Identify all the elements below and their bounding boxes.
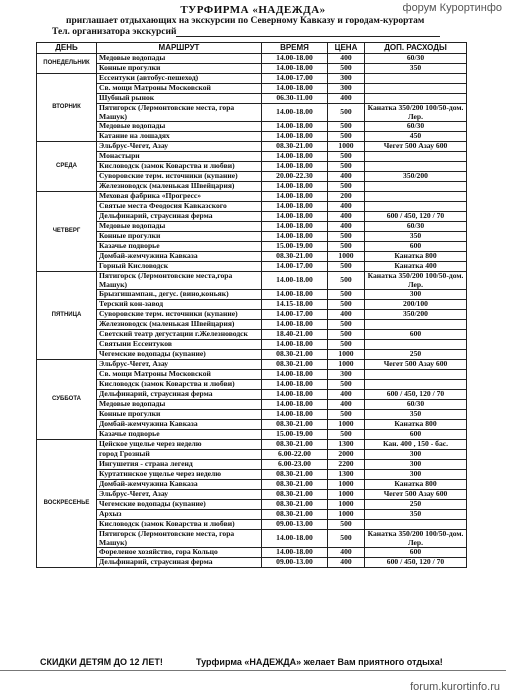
route-cell: Суворовские терм. источники (купание) [97, 310, 262, 320]
price-cell: 400 [328, 222, 365, 232]
time-cell: 08.30-21.00 [262, 470, 328, 480]
price-cell: 500 [328, 330, 365, 340]
time-cell: 08.30-21.00 [262, 510, 328, 520]
price-cell: 1000 [328, 350, 365, 360]
extra-cost-cell: 450 [365, 132, 467, 142]
route-cell: Дельфинарий, страусиная ферма [97, 390, 262, 400]
table-row [37, 520, 467, 530]
table-row [37, 104, 467, 122]
price-cell: 500 [328, 272, 365, 290]
route-cell: Кисловодск (замок Коварства и любви) [97, 380, 262, 390]
header-time: ВРЕМЯ [262, 43, 328, 54]
extra-cost-cell [365, 340, 467, 350]
price-cell: 1000 [328, 142, 365, 152]
time-cell: 14.00-18.00 [262, 410, 328, 420]
watermark-bottom: forum.kurortinfo.ru [410, 681, 500, 693]
time-cell: 14.00-18.00 [262, 290, 328, 300]
route-cell: Казачье подворье [97, 430, 262, 440]
price-cell: 500 [328, 380, 365, 390]
extra-cost-cell [365, 152, 467, 162]
time-cell: 6.00-22.00 [262, 450, 328, 460]
route-cell: Дельфинарий, страусиная ферма [97, 558, 262, 568]
time-cell: 06.30-11.00 [262, 94, 328, 104]
route-cell: Железноводск (маленькая Швейцария) [97, 182, 262, 192]
extra-cost-cell [365, 320, 467, 330]
day-cell: ВОСКРЕСЕНЬЕ [37, 440, 97, 568]
route-cell: Конные прогулки [97, 232, 262, 242]
price-cell: 500 [328, 122, 365, 132]
table-header-row [37, 43, 467, 54]
time-cell: 08.30-21.00 [262, 490, 328, 500]
route-cell: Святые места Феодосия Кавказского [97, 202, 262, 212]
extra-cost-cell: 200/100 [365, 300, 467, 310]
extra-cost-cell [365, 162, 467, 172]
header-extra: ДОП. РАСХОДЫ [365, 43, 467, 54]
route-cell: Горный Кисловодск [97, 262, 262, 272]
time-cell: 08.30-21.00 [262, 252, 328, 262]
time-cell: 08.30-21.00 [262, 440, 328, 450]
table-row [37, 548, 467, 558]
table-row [37, 272, 467, 290]
price-cell: 500 [328, 340, 365, 350]
time-cell: 6.00-23.00 [262, 460, 328, 470]
time-cell: 14.00-18.00 [262, 340, 328, 350]
table-row [37, 232, 467, 242]
price-cell: 1000 [328, 500, 365, 510]
route-cell: Ингушетия - страна легенд [97, 460, 262, 470]
time-cell: 08.30-21.00 [262, 500, 328, 510]
time-cell: 14.00-17.00 [262, 74, 328, 84]
table-row [37, 290, 467, 300]
extra-cost-cell: 300 [365, 450, 467, 460]
time-cell: 14.00-18.00 [262, 152, 328, 162]
price-cell: 1000 [328, 480, 365, 490]
price-cell: 400 [328, 390, 365, 400]
organizer-label: Тел. организатора экскурсий [52, 27, 177, 37]
route-cell: Брызгишампан., дегус. (вино,коньяк) [97, 290, 262, 300]
time-cell: 14.00-18.00 [262, 122, 328, 132]
table-row [37, 172, 467, 182]
table-row [37, 420, 467, 430]
table-row [37, 510, 467, 520]
extra-cost-cell: 350 [365, 410, 467, 420]
extra-cost-cell [365, 380, 467, 390]
table-row [37, 480, 467, 490]
price-cell: 1000 [328, 490, 365, 500]
route-cell: Чегемские водопады (купание) [97, 350, 262, 360]
route-cell: Конные прогулки [97, 410, 262, 420]
time-cell: 14.00-18.00 [262, 400, 328, 410]
extra-cost-cell: 300 [365, 470, 467, 480]
time-cell: 14.00-18.00 [262, 104, 328, 122]
time-cell: 08.30-21.00 [262, 350, 328, 360]
table-row [37, 262, 467, 272]
price-cell: 2200 [328, 460, 365, 470]
time-cell: 14.15-18.00 [262, 300, 328, 310]
price-cell: 300 [328, 370, 365, 380]
extra-cost-cell: Чегет 500 Азау 600 [365, 142, 467, 152]
route-cell: Дельфинарий, страусиная ферма [97, 212, 262, 222]
extra-cost-cell: 350/200 [365, 172, 467, 182]
extra-cost-cell: Чегет 500 Азау 600 [365, 490, 467, 500]
price-cell: 1000 [328, 510, 365, 520]
price-cell: 400 [328, 212, 365, 222]
extra-cost-cell: Канатка 800 [365, 252, 467, 262]
price-cell: 400 [328, 558, 365, 568]
extra-cost-cell: 60/30 [365, 122, 467, 132]
extra-cost-cell: Канатка 400 [365, 262, 467, 272]
price-cell: 400 [328, 548, 365, 558]
table-row [37, 460, 467, 470]
table-row [37, 202, 467, 212]
price-cell: 500 [328, 242, 365, 252]
time-cell: 14.00-18.00 [262, 212, 328, 222]
route-cell: Катание на лошадях [97, 132, 262, 142]
time-cell: 14.00-18.00 [262, 54, 328, 64]
table-row [37, 558, 467, 568]
extra-cost-cell [365, 192, 467, 202]
time-cell: 14.00-18.00 [262, 548, 328, 558]
price-cell: 500 [328, 410, 365, 420]
price-cell: 400 [328, 202, 365, 212]
extra-cost-cell: 250 [365, 350, 467, 360]
table-row [37, 530, 467, 548]
table-row [37, 192, 467, 202]
time-cell: 08.30-21.00 [262, 142, 328, 152]
header-price: ЦЕНА [328, 43, 365, 54]
time-cell: 20.00-22.30 [262, 172, 328, 182]
table-row [37, 54, 467, 64]
price-cell: 500 [328, 530, 365, 548]
extra-cost-cell: 600 [365, 242, 467, 252]
time-cell: 14.00-17.00 [262, 310, 328, 320]
time-cell: 14.00-18.00 [262, 222, 328, 232]
table-row [37, 122, 467, 132]
table-row [37, 330, 467, 340]
table-row [37, 222, 467, 232]
table-row [37, 370, 467, 380]
route-cell: Кисловодск (замок Коварства и любви) [97, 162, 262, 172]
table-row [37, 142, 467, 152]
header-route: МАРШРУТ [97, 43, 262, 54]
route-cell: Суворовские терм. источники (купание) [97, 172, 262, 182]
extra-cost-cell: Канатка 350/200 100/50-дом. Лер. [365, 104, 467, 122]
table-row [37, 162, 467, 172]
table-row [37, 242, 467, 252]
time-cell: 14.00-18.00 [262, 390, 328, 400]
price-cell: 400 [328, 172, 365, 182]
time-cell: 14.00-18.00 [262, 320, 328, 330]
time-cell: 14.00-18.00 [262, 202, 328, 212]
route-cell: Шубный рынок [97, 94, 262, 104]
table-row [37, 340, 467, 350]
price-cell: 500 [328, 132, 365, 142]
table-row [37, 470, 467, 480]
route-cell: Монастыри [97, 152, 262, 162]
extra-cost-cell: 350 [365, 232, 467, 242]
time-cell: 15.00-19.00 [262, 430, 328, 440]
price-cell: 2000 [328, 450, 365, 460]
time-cell: 09.00-13.00 [262, 558, 328, 568]
extra-cost-cell: 600 [365, 330, 467, 340]
extra-cost-cell: 600 [365, 548, 467, 558]
extra-cost-cell: 350 [365, 64, 467, 74]
price-cell: 500 [328, 300, 365, 310]
table-row [37, 310, 467, 320]
route-cell: Цейское ущелье через неделю [97, 440, 262, 450]
price-cell: 200 [328, 192, 365, 202]
price-cell: 500 [328, 182, 365, 192]
price-cell: 1000 [328, 420, 365, 430]
extra-cost-cell: 600 / 450, 120 / 70 [365, 390, 467, 400]
time-cell: 15.00-19.00 [262, 242, 328, 252]
route-cell: Чегемские водопады (купание) [97, 500, 262, 510]
day-cell: ПОНЕДЕЛЬНИК [37, 54, 97, 74]
extra-cost-cell: 600 / 450, 120 / 70 [365, 558, 467, 568]
extra-cost-cell: Канатка 800 [365, 420, 467, 430]
route-cell: Кисловодск (замок Коварства и любви) [97, 520, 262, 530]
table-row [37, 252, 467, 262]
route-cell: Медовые водопады [97, 122, 262, 132]
page-divider [0, 670, 506, 671]
time-cell: 08.30-21.00 [262, 360, 328, 370]
extra-cost-cell: 350/200 [365, 310, 467, 320]
price-cell: 500 [328, 104, 365, 122]
extra-cost-cell [365, 370, 467, 380]
extra-cost-cell: 300 [365, 460, 467, 470]
route-cell: Светский театр дегустации г.Железноводск [97, 330, 262, 340]
time-cell: 14.00-18.00 [262, 530, 328, 548]
route-cell: Пятигорск (Лермонтовские места,гора Машук) [97, 272, 262, 290]
extra-cost-cell: 350 [365, 510, 467, 520]
price-cell: 1000 [328, 360, 365, 370]
table-body [37, 54, 467, 568]
route-cell: Домбай-жемчужина Кавказа [97, 252, 262, 262]
price-cell: 1300 [328, 440, 365, 450]
table-row [37, 490, 467, 500]
price-cell: 500 [328, 64, 365, 74]
price-cell: 500 [328, 232, 365, 242]
price-cell: 500 [328, 152, 365, 162]
table-row [37, 152, 467, 162]
excursion-table [36, 42, 467, 568]
table-row [37, 64, 467, 74]
route-cell: Эльбрус-Чегет, Азау [97, 490, 262, 500]
route-cell: Медовые водопады [97, 54, 262, 64]
time-cell: 14.00-18.00 [262, 272, 328, 290]
extra-cost-cell: 60/30 [365, 400, 467, 410]
extra-cost-cell: Канатка 800 [365, 480, 467, 490]
table-row [37, 440, 467, 450]
day-cell: ЧЕТВЕРГ [37, 192, 97, 272]
table-row [37, 132, 467, 142]
time-cell: 18.40-21.00 [262, 330, 328, 340]
extra-cost-cell [365, 520, 467, 530]
route-cell: Домбай-жемчужина Кавказа [97, 420, 262, 430]
extra-cost-cell: 250 [365, 500, 467, 510]
price-cell: 400 [328, 54, 365, 64]
extra-cost-cell [365, 74, 467, 84]
route-cell: город Грозный [97, 450, 262, 460]
extra-cost-cell [365, 202, 467, 212]
time-cell: 09.00-13.00 [262, 520, 328, 530]
table-row [37, 500, 467, 510]
extra-cost-cell: 600 [365, 430, 467, 440]
route-cell: Ессентуки (автобус-пешеход) [97, 74, 262, 84]
page-subtitle: приглашает отдыхающих на экскурсии по Северному Кавказу и городам-курортам [66, 16, 425, 26]
route-cell: Фореленое хозяйство, гора Кольцо [97, 548, 262, 558]
footer-discount: СКИДКИ ДЕТЯМ ДО 12 ЛЕТ! [40, 657, 163, 667]
time-cell: 14.00-18.00 [262, 380, 328, 390]
price-cell: 500 [328, 320, 365, 330]
organizer-blank-line [176, 36, 440, 37]
time-cell: 14.00-18.00 [262, 182, 328, 192]
route-cell: Медовые водопады [97, 222, 262, 232]
price-cell: 500 [328, 162, 365, 172]
day-cell: СУББОТА [37, 360, 97, 440]
time-cell: 14.00-18.00 [262, 84, 328, 94]
table-row [37, 430, 467, 440]
table-row [37, 450, 467, 460]
extra-cost-cell: Канатка 350/200 100/50-дом. Лер. [365, 530, 467, 548]
extra-cost-cell [365, 182, 467, 192]
time-cell: 14.00-18.00 [262, 192, 328, 202]
time-cell: 14.00-18.00 [262, 64, 328, 74]
table-row [37, 320, 467, 330]
price-cell: 300 [328, 84, 365, 94]
table-row [37, 182, 467, 192]
extra-cost-cell: 300 [365, 290, 467, 300]
extra-cost-cell [365, 94, 467, 104]
extra-cost-cell: 60/30 [365, 54, 467, 64]
table-row [37, 380, 467, 390]
extra-cost-cell: 600 / 450, 120 / 70 [365, 212, 467, 222]
extra-cost-cell [365, 84, 467, 94]
table-row [37, 74, 467, 84]
price-cell: 500 [328, 290, 365, 300]
route-cell: Св. мощи Матроны Московской [97, 370, 262, 380]
price-cell: 1300 [328, 470, 365, 480]
time-cell: 14.00-18.00 [262, 132, 328, 142]
price-cell: 500 [328, 520, 365, 530]
time-cell: 14.00-18.00 [262, 162, 328, 172]
extra-cost-cell: Кан. 400 , 150 - бас. [365, 440, 467, 450]
route-cell: Пятигорск (Лермонтовские места, гора Машук) [97, 104, 262, 122]
table-row [37, 350, 467, 360]
price-cell: 400 [328, 310, 365, 320]
price-cell: 300 [328, 74, 365, 84]
route-cell: Эльбрус-Чегет, Азау [97, 142, 262, 152]
route-cell: Св. мощи Матроны Московской [97, 84, 262, 94]
price-cell: 400 [328, 400, 365, 410]
time-cell: 14.00-18.00 [262, 370, 328, 380]
route-cell: Архыз [97, 510, 262, 520]
watermark-top: форум Курортинфо [402, 2, 502, 14]
table-row [37, 390, 467, 400]
route-cell: Казачье подворье [97, 242, 262, 252]
route-cell: Меховая фабрика «Прогресс» [97, 192, 262, 202]
time-cell: 14.00-17.00 [262, 262, 328, 272]
route-cell: Пятигорск (Лермонтовские места, гора Машук) [97, 530, 262, 548]
route-cell: Терский кон-завод [97, 300, 262, 310]
price-cell: 500 [328, 430, 365, 440]
price-cell: 500 [328, 262, 365, 272]
route-cell: Домбай-жемчужина Кавказа [97, 480, 262, 490]
extra-cost-cell: Чегет 500 Азау 600 [365, 360, 467, 370]
table-row [37, 84, 467, 94]
table-row [37, 400, 467, 410]
route-cell: Железноводск (маленькая Швейцария) [97, 320, 262, 330]
day-cell: ВТОРНИК [37, 74, 97, 142]
table-row [37, 300, 467, 310]
route-cell: Медовые водопады [97, 400, 262, 410]
time-cell: 08.30-21.00 [262, 480, 328, 490]
page-title: ТУРФИРМА «НАДЕЖДА» [180, 4, 326, 16]
day-cell: СРЕДА [37, 142, 97, 192]
route-cell: Куртатинское ущелье через неделю [97, 470, 262, 480]
table-row [37, 94, 467, 104]
table-row [37, 360, 467, 370]
time-cell: 14.00-18.00 [262, 232, 328, 242]
day-cell: ПЯТНИЦА [37, 272, 97, 360]
route-cell: Святыни Ессентуков [97, 340, 262, 350]
footer-wish: Турфирма «НАДЕЖДА» желает Вам приятного отдыха! [196, 657, 443, 667]
time-cell: 08.30-21.00 [262, 420, 328, 430]
route-cell: Эльбрус-Чегет, Азау [97, 360, 262, 370]
table-row [37, 410, 467, 420]
extra-cost-cell: 60/30 [365, 222, 467, 232]
route-cell: Конные прогулки [97, 64, 262, 74]
extra-cost-cell: Канатка 350/200 100/50-дом. Лер. [365, 272, 467, 290]
price-cell: 400 [328, 94, 365, 104]
table-row [37, 212, 467, 222]
price-cell: 1000 [328, 252, 365, 262]
header-day: ДЕНЬ [37, 43, 97, 54]
